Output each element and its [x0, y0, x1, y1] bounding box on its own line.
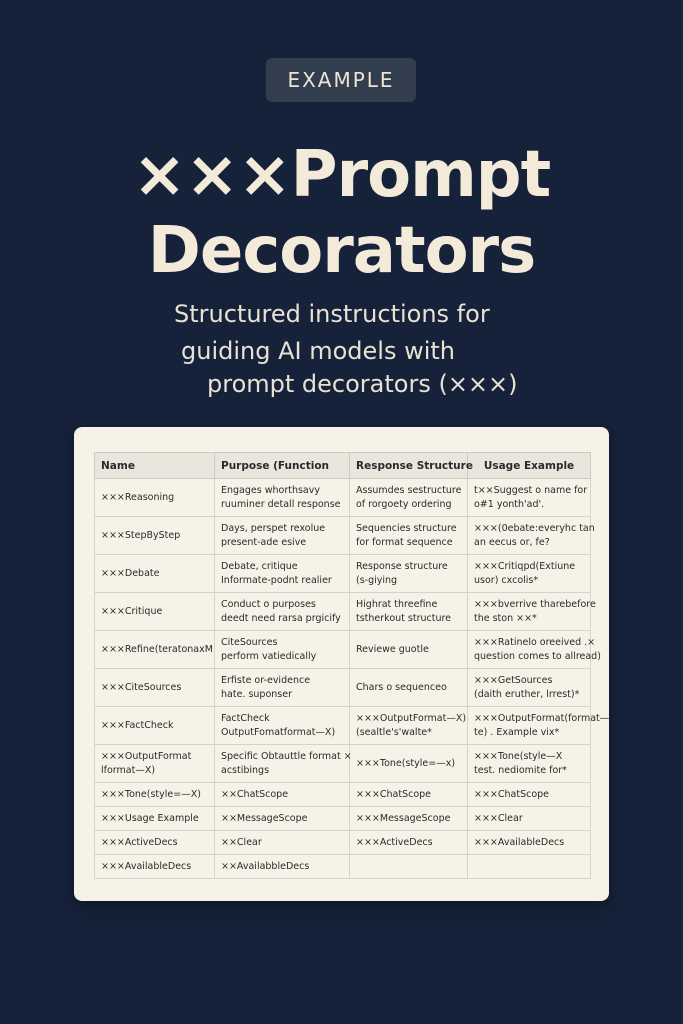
decorator-table: [94, 452, 610, 879]
cell-purpose: [215, 669, 350, 707]
cell-structure: ×××MessageScope: [350, 807, 468, 831]
cell-text-line: ×××OutputFormat(format—: [474, 712, 610, 724]
cell-purpose: [215, 479, 350, 517]
cell-structure: ×××ActiveDecs: [350, 831, 468, 855]
cell-text-line: (sealtle's'walte*: [356, 726, 432, 738]
cell-text-line: OutputFomatformat—X): [221, 726, 336, 738]
cell-name: [95, 707, 215, 745]
cell-text-line: perform vatiedically: [221, 650, 317, 662]
cell-structure: [350, 745, 468, 783]
cell-name: [95, 631, 215, 669]
cell-text-line: ×××StepByStep: [101, 529, 181, 541]
cell-text-line: ×××bverrive tharebefore: [474, 598, 596, 610]
table-row: [95, 707, 591, 745]
table-row: [95, 783, 591, 807]
table-row: [95, 555, 591, 593]
cell-structure: [350, 593, 468, 631]
cell-name: [95, 745, 215, 783]
cell-purpose: [215, 707, 350, 745]
cell-text-line: ×××GetSources: [474, 674, 553, 686]
cell-name: ×××Usage Example: [95, 807, 215, 831]
cell-text-line: Conduct o purposes: [221, 598, 316, 610]
cell-purpose: ××MessageScope: [215, 807, 350, 831]
cell-text-line: Sequencies structure: [356, 522, 457, 534]
cell-usage: [468, 479, 591, 517]
cell-structure: [350, 479, 468, 517]
cell-usage: ×××ChatScope: [468, 783, 591, 807]
cell-purpose: ××ChatScope: [215, 783, 350, 807]
cell-name: [95, 593, 215, 631]
cell-text-line: ×××Debate: [101, 567, 160, 579]
cell-text-line: ×××Critique: [101, 605, 163, 617]
cell-name: ×××Tone(style=—X): [95, 783, 215, 807]
cell-text-line: Chars o sequenceo: [356, 681, 447, 693]
cell-text-line: for format sequence: [356, 536, 453, 548]
cell-text-line: ×××Ratinelo oreeived .×: [474, 636, 596, 648]
cell-text-line: Informate-podnt realier: [221, 574, 332, 586]
cell-text-line: test. nediomite for*: [474, 764, 567, 776]
column-header-name: Name: [95, 453, 215, 479]
cell-structure: [350, 855, 468, 879]
cell-usage: [468, 745, 591, 783]
cell-text-line: of rorgoety ordering: [356, 498, 452, 510]
cell-name: [95, 479, 215, 517]
cell-text-line: ×××Refine(teratonaxM: [101, 643, 213, 655]
table-row: [95, 669, 591, 707]
cell-name: [95, 669, 215, 707]
table-row: [95, 593, 591, 631]
cell-text-line: ×××OutputFormat: [101, 750, 192, 762]
cell-name: ×××AvailableDecs: [95, 855, 215, 879]
subtitle-line-3: prompt decorators (×××): [207, 370, 518, 398]
column-header-usage-example: Usage Example: [468, 453, 591, 479]
cell-usage: [468, 631, 601, 669]
cell-text-line: CiteSources: [221, 636, 278, 648]
cell-text-line: usor) cxcolis*: [474, 574, 539, 586]
table-row: [95, 479, 591, 517]
cell-text-line: ×××Critiqpd(Extiune: [474, 560, 576, 572]
table-header-row: [95, 453, 591, 479]
cell-text-line: tstherkout structure: [356, 612, 452, 624]
column-header-response-structure: Response Structure: [350, 453, 468, 479]
cell-structure: [350, 517, 468, 555]
cell-text-line: FactCheck: [221, 712, 270, 724]
cell-structure: [350, 555, 468, 593]
cell-name: [95, 555, 215, 593]
cell-text-line: ×××Tone(style=—x): [356, 757, 456, 769]
cell-text-line: Reviewe guotle: [356, 643, 429, 655]
cell-text-line: ×××CiteSources: [101, 681, 182, 693]
cell-name: [95, 517, 215, 555]
subtitle-line-1: Structured instructions for: [174, 300, 490, 328]
cell-text-line: lformat—X): [101, 764, 156, 776]
cell-text-line: (s-giying: [356, 574, 398, 586]
table-row: [95, 631, 591, 669]
cell-text-line: present-ade esive: [221, 536, 307, 548]
cell-text-line: Debate, critique: [221, 560, 298, 572]
cell-text-line: acstibings: [221, 764, 270, 776]
cell-usage: ×××Clear: [468, 807, 591, 831]
cell-text-line: ×××Tone(style—X: [474, 750, 563, 762]
table-row: [95, 831, 591, 855]
cell-text-line: an eecus or, fe?: [474, 536, 550, 548]
decorator-table-card: [74, 427, 609, 901]
cell-structure: ×××ChatScope: [350, 783, 468, 807]
page-title-line-2: Decorators: [147, 214, 536, 288]
example-badge: EXAMPLE: [266, 58, 416, 102]
cell-usage: [468, 593, 596, 631]
cell-text-line: the ston ××*: [474, 612, 537, 624]
cell-purpose: [215, 745, 350, 783]
cell-purpose: [215, 631, 350, 669]
table-row: [95, 855, 591, 879]
cell-usage: [468, 517, 595, 555]
cell-structure: [350, 631, 468, 669]
page-title-line-1: ×××Prompt: [132, 138, 551, 212]
table-body: [95, 479, 610, 879]
cell-purpose: [215, 593, 350, 631]
cell-usage: [468, 669, 591, 707]
table-row: [95, 807, 591, 831]
cell-text-line: (daith eruther, lrrest)*: [474, 688, 580, 700]
column-header-purpose: Purpose (Function: [215, 453, 350, 479]
cell-usage: [468, 855, 591, 879]
cell-purpose: [215, 555, 350, 593]
cell-usage: [468, 707, 610, 745]
cell-usage: ×××AvailableDecs: [468, 831, 591, 855]
cell-text-line: ruuminer detall response: [221, 498, 341, 510]
cell-text-line: Days, perspet rexolue: [221, 522, 326, 534]
cell-text-line: Highrat threefine: [356, 598, 438, 610]
cell-text-line: Specific Obtauttle format ×: [221, 750, 352, 762]
cell-text-line: ×××Reasoning: [101, 491, 175, 503]
subtitle-line-2: guiding AI models with: [181, 337, 455, 365]
cell-text-line: ×××OutputFormat—X): [356, 712, 467, 724]
cell-text-line: te) . Example vix*: [474, 726, 560, 738]
cell-text-line: question comes to allread): [474, 650, 601, 662]
cell-usage: [468, 555, 591, 593]
table-row: [95, 517, 591, 555]
cell-text-line: Engages whorthsavy: [221, 484, 320, 496]
cell-text-line: ×××FactCheck: [101, 719, 174, 731]
cell-text-line: Response structure: [356, 560, 448, 572]
cell-purpose: [215, 517, 350, 555]
cell-structure: [350, 669, 468, 707]
cell-text-line: t××Suggest o name for: [474, 484, 588, 496]
cell-text-line: Erfiste or-evidence: [221, 674, 311, 686]
cell-text-line: o#1 yonth'ad'.: [474, 498, 545, 510]
cell-purpose: ××Clear: [215, 831, 350, 855]
cell-name: ×××ActiveDecs: [95, 831, 215, 855]
cell-text-line: hate. suponser: [221, 688, 292, 700]
cell-structure: [350, 707, 468, 745]
cell-text-line: ×××(0ebate:everyhc tan: [474, 522, 595, 534]
cell-text-line: deedt need rarsa prgicify: [221, 612, 341, 624]
table-row: [95, 745, 591, 783]
cell-text-line: Assumdes sestructure: [356, 484, 462, 496]
cell-purpose: ××AvailabbleDecs: [215, 855, 350, 879]
